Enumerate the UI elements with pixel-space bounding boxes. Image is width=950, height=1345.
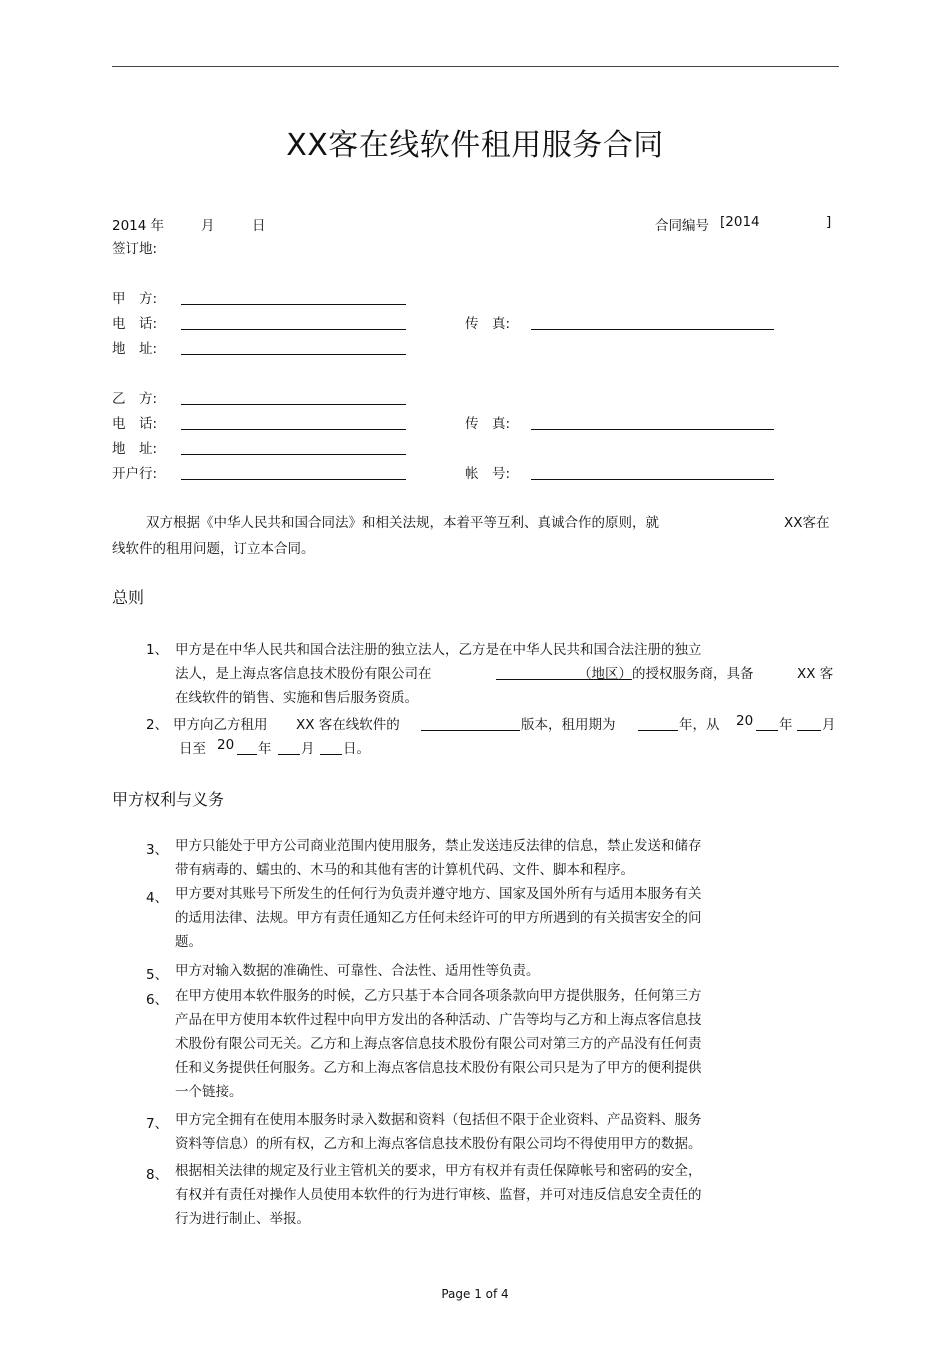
clause-4-line: 甲方要对其账号下所发生的任何行为负责并遵守地方、国家及国外所有与适用本服务有关 — [175, 886, 702, 902]
clause-3-line: 带有病毒的、蠕虫的、木马的和其他有害的计算机代码、文件、脚本和程序。 — [175, 862, 634, 878]
party-a-phone-field[interactable] — [181, 329, 406, 330]
clause-5-line: 甲方对输入数据的准确性、可靠性、合法性、适用性等负责。 — [175, 963, 540, 979]
party-b-address-field[interactable] — [181, 454, 406, 455]
party-b-account-label: 帐 号: — [465, 466, 511, 482]
clause-6-line: 在甲方使用本软件服务的时候，乙方只基于本合同各项条款向甲方提供服务，任何第三方 — [175, 988, 702, 1004]
clause-2-end-year-field[interactable] — [237, 754, 257, 755]
clause-2-text-a: 甲方向乙方租用 — [173, 717, 268, 733]
clause-8-text — [175, 1159, 702, 1231]
contract-number-label: 合同编号 — [655, 218, 709, 234]
page-number: Page 1 of 4 — [441, 1287, 509, 1301]
clause-5-text — [175, 959, 540, 983]
clause-4-number: 4、 — [146, 890, 169, 906]
party-b-bank-label: 开户行: — [112, 466, 158, 482]
clause-2-end-month-field[interactable] — [278, 754, 300, 755]
header-rule — [112, 66, 839, 67]
section-heading-party-a-rights: 甲方权利与义务 — [112, 790, 225, 809]
clause-3-number: 3、 — [146, 842, 169, 858]
clause-8-number: 8、 — [146, 1167, 169, 1183]
clause-2-text-b: XX 客在线软件的 — [296, 717, 400, 733]
contract-month: 月 — [201, 218, 215, 234]
clause-6-text — [175, 984, 702, 1104]
clause-2-text-d: 年，从 — [679, 717, 720, 733]
party-a-label: 甲 方: — [112, 291, 158, 307]
party-b-phone-label: 电 话: — [112, 416, 158, 432]
party-b-account-field[interactable] — [531, 479, 774, 480]
party-a-address-field[interactable] — [181, 354, 406, 355]
clause-2-start-month-field[interactable] — [797, 730, 821, 731]
contract-number-close: ] — [826, 214, 832, 230]
sign-place: 签订地: — [112, 241, 158, 257]
clause-5-number: 5、 — [146, 967, 169, 983]
contract-number-value: [2014 — [720, 214, 760, 230]
clause-4-text — [175, 882, 702, 954]
clause-6-number: 6、 — [146, 992, 169, 1008]
party-b-fax-field[interactable] — [531, 429, 774, 430]
party-a-name-field[interactable] — [181, 304, 406, 305]
party-a-address-label: 地 址: — [112, 341, 158, 357]
clause-1-line-2d: XX 客 — [797, 666, 834, 682]
party-a-phone-label: 电 话: — [112, 316, 158, 332]
clause-2-text-c: 版本，租用期为 — [521, 717, 616, 733]
party-b-phone-field[interactable] — [181, 429, 406, 430]
party-a-fax-field[interactable] — [531, 329, 774, 330]
contract-title: XX客在线软件租用服务合同 — [286, 128, 664, 163]
clause-2-text-e: 日至 — [179, 741, 206, 757]
clause-6-line: 产品在甲方使用本软件过程中向甲方发出的各种活动、广告等均与乙方和上海点客信息技 — [175, 1012, 702, 1028]
party-b-fax-label: 传 真: — [465, 416, 511, 432]
clause-2-term-field[interactable] — [638, 730, 678, 731]
clause-2-end-century: 20 — [217, 737, 235, 753]
clause-1-line-3: 在线软件的销售、实施和售后服务资质。 — [175, 690, 418, 706]
clause-2-start-century: 20 — [736, 713, 754, 729]
preamble-line-1-tail: XX客在 — [784, 515, 830, 531]
clause-2-start-year-label: 年 — [779, 717, 793, 733]
clause-1-region-label: （地区） — [578, 666, 632, 682]
clause-1-line-1: 甲方是在中华人民共和国合法注册的独立法人，乙方是在中华人民共和国合法注册的独立 — [175, 642, 702, 658]
preamble-line-1: 双方根据《中华人民共和国合同法》和相关法规，本着平等互利、真诚合作的原则，就 — [146, 515, 659, 531]
party-b-name-field[interactable] — [181, 404, 406, 405]
clause-1-line-2a: 法人，是上海点客信息技术股份有限公司在 — [175, 666, 432, 682]
clause-3-text — [175, 834, 702, 882]
clause-2-end-year-label: 年 — [258, 741, 272, 757]
clause-4-line: 的适用法律、法规。甲方有责任通知乙方任何未经许可的甲方所遇到的有关损害安全的问 — [175, 910, 702, 926]
clause-6-line: 术股份有限公司无关。乙方和上海点客信息技术股份有限公司对第三方的产品没有任何责 — [175, 1036, 702, 1052]
clause-4-line: 题。 — [175, 934, 202, 950]
party-b-label: 乙 方: — [112, 391, 158, 407]
clause-2-start-month-label: 月 — [822, 717, 836, 733]
clause-2-end-day-field[interactable] — [320, 754, 342, 755]
clause-3-line: 甲方只能处于甲方公司商业范围内使用服务，禁止发送违反法律的信息，禁止发送和储存 — [175, 838, 702, 854]
clause-7-number: 7、 — [146, 1116, 169, 1132]
clause-8-line: 行为进行制止、举报。 — [175, 1211, 310, 1227]
clause-7-line: 资料等信息）的所有权，乙方和上海点客信息技术股份有限公司均不得使用甲方的数据。 — [175, 1136, 702, 1152]
party-b-address-label: 地 址: — [112, 441, 158, 457]
clause-7-text — [175, 1108, 702, 1156]
clause-8-line: 根据相关法律的规定及行业主管机关的要求，甲方有权并有责任保障帐号和密码的安全， — [175, 1163, 702, 1179]
clause-2-number: 2、 — [146, 717, 169, 733]
contract-day: 日 — [252, 218, 266, 234]
party-b-bank-field[interactable] — [181, 479, 406, 480]
clause-1-line-2c: 的授权服务商，具备 — [632, 666, 754, 682]
preamble-line-2: 线软件的租用问题，订立本合同。 — [112, 541, 315, 557]
clause-2-version-field[interactable] — [421, 730, 520, 731]
clause-6-line: 一个链接。 — [175, 1084, 243, 1100]
clause-2-end-month-label: 月 — [301, 741, 315, 757]
clause-8-line: 有权并有责任对操作人员使用本软件的行为进行审核、监督，并可对违反信息安全责任的 — [175, 1187, 702, 1203]
section-heading-general: 总则 — [112, 588, 145, 607]
contract-year: 2014 年 — [112, 218, 165, 234]
party-a-fax-label: 传 真: — [465, 316, 511, 332]
clause-2-start-year-field[interactable] — [756, 730, 778, 731]
clause-7-line: 甲方完全拥有在使用本服务时录入数据和资料（包括但不限于企业资料、产品资料、服务 — [175, 1112, 702, 1128]
clause-1-number: 1、 — [146, 642, 169, 658]
clause-2-end-day-label: 日。 — [343, 741, 370, 757]
clause-6-line: 任和义务提供任何服务。乙方和上海点客信息技术股份有限公司只是为了甲方的便利提供 — [175, 1060, 702, 1076]
